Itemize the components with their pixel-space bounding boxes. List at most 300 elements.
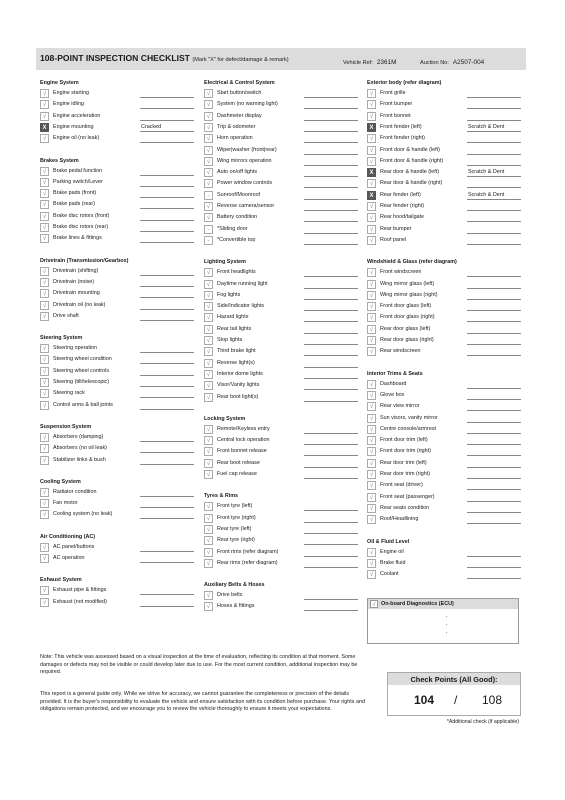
remark-line	[467, 467, 521, 468]
remark-line	[140, 309, 194, 310]
item-label: Front rims (refer diagram)	[217, 548, 279, 555]
item-label: Wiper|washer (front|rear)	[217, 146, 277, 153]
section-title: Cooling System	[40, 478, 81, 485]
section-title: Lighting System	[204, 259, 246, 266]
item-label: Front seat (passenger)	[380, 493, 435, 500]
check-box[interactable]: √	[40, 178, 49, 187]
check-box[interactable]: √	[204, 134, 213, 143]
check-box[interactable]: √	[40, 510, 49, 519]
check-box[interactable]: √	[367, 347, 376, 356]
remark-line	[467, 410, 521, 411]
check-box[interactable]: √	[204, 370, 213, 379]
checklist-row	[367, 236, 523, 246]
item-label: Drive belts	[217, 592, 243, 599]
check-box[interactable]: √	[367, 559, 376, 568]
check-box[interactable]: √	[367, 280, 376, 289]
check-box[interactable]: √	[367, 89, 376, 98]
item-label: Rear door & handle (left)	[380, 169, 440, 176]
checklist-row	[40, 189, 196, 199]
remark-line	[467, 567, 521, 568]
item-label: Front door trim (left)	[380, 437, 428, 444]
checklist-row	[40, 554, 196, 564]
check-box[interactable]: √	[367, 313, 376, 322]
section-title: Tyres & Rims	[204, 493, 239, 500]
checklist-row	[367, 123, 523, 133]
item-label: Visor/Vanity lights	[217, 382, 260, 389]
remark-line	[304, 142, 358, 143]
item-label: Dashboard	[380, 380, 407, 387]
remark-line	[140, 286, 194, 287]
check-box[interactable]: √	[367, 402, 376, 411]
check-box[interactable]: √	[40, 543, 49, 552]
check-box[interactable]: √	[367, 459, 376, 468]
check-box[interactable]: √	[40, 212, 49, 221]
check-box[interactable]: √	[40, 499, 49, 508]
check-box[interactable]: √	[204, 536, 213, 545]
checklist-row	[204, 213, 360, 223]
remark-text[interactable]: Scratch & Dent	[468, 169, 505, 176]
check-box[interactable]: √	[367, 436, 376, 445]
remark-text[interactable]: Scratch & Dent	[468, 123, 505, 130]
item-label: Parking switch/Lever	[53, 178, 103, 185]
remark-line	[467, 478, 521, 479]
check-box[interactable]: √	[367, 225, 376, 234]
check-box[interactable]: √	[40, 488, 49, 497]
check-box[interactable]: √	[40, 289, 49, 298]
checkpoints-title: Check Points (All Good):	[410, 675, 498, 684]
remark-line	[467, 276, 521, 277]
item-label: Drivetrain (noise)	[53, 278, 95, 285]
remark-line	[140, 175, 194, 176]
check-box[interactable]: √	[204, 336, 213, 345]
checklist-row	[367, 89, 523, 99]
remark-line	[467, 321, 521, 322]
item-label: Rear seats condition	[380, 504, 430, 511]
check-box[interactable]: √	[204, 459, 213, 468]
check-box[interactable]: √	[367, 515, 376, 524]
item-label: Rear door glass (right)	[380, 337, 434, 343]
checklist-row	[204, 202, 360, 212]
item-label: Hazard lights	[217, 314, 249, 321]
check-box[interactable]: √	[40, 167, 49, 176]
item-label: Rear rims (refer diagram)	[217, 559, 278, 566]
check-box[interactable]: -	[204, 191, 213, 200]
item-label: Glove box	[380, 391, 405, 398]
checklist-row	[204, 291, 360, 301]
remark-line	[467, 210, 521, 211]
check-box[interactable]: √	[40, 433, 49, 442]
checklist-row	[40, 586, 196, 596]
check-box[interactable]: √	[40, 344, 49, 353]
remark-line	[140, 363, 194, 364]
footnote: *Additional check (if applicable)	[446, 719, 519, 725]
item-label: Engine idling	[53, 101, 84, 108]
remark-line	[304, 355, 358, 356]
section-title: Electrical & Control System	[204, 80, 275, 86]
item-label: Rear tyre (left)	[217, 525, 252, 532]
remark-line	[467, 388, 521, 389]
item-label: Fog lights	[217, 291, 241, 298]
item-label: Brake pads (rear)	[53, 201, 95, 208]
checklist-header	[36, 48, 526, 70]
checklist-row	[204, 381, 360, 391]
check-box[interactable]: √	[40, 112, 49, 121]
remark-line	[467, 523, 521, 524]
section-title: Auxiliary Belts & Hoses	[204, 582, 265, 589]
checklist-row	[367, 515, 523, 525]
check-box[interactable]: √	[367, 134, 376, 143]
section-title: Windshield & Glass (refer diagram)	[367, 259, 457, 266]
check-box[interactable]: √	[204, 213, 213, 222]
check-box[interactable]: √	[204, 436, 213, 445]
checklist-row	[204, 559, 360, 569]
check-box[interactable]: √	[40, 267, 49, 276]
remark-line	[140, 507, 194, 508]
check-box[interactable]: √	[40, 89, 49, 98]
item-label: Hoses & fittings	[217, 603, 255, 610]
remark-line	[467, 131, 521, 132]
check-box[interactable]: √	[40, 554, 49, 563]
check-box[interactable]: √	[40, 189, 49, 198]
checklist-row	[367, 168, 523, 178]
item-label: Rear door & handle (right)	[380, 180, 443, 187]
checklist-row	[204, 225, 360, 235]
vehicle-ref	[343, 59, 396, 66]
remark-line	[304, 321, 358, 322]
check-box[interactable]: √	[367, 291, 376, 300]
check-box[interactable]: √	[367, 100, 376, 109]
item-label: Engine acceleration	[53, 112, 101, 119]
check-box[interactable]: √	[40, 389, 49, 398]
check-box[interactable]: √	[204, 302, 213, 311]
item-label: Drivetrain (shifting)	[53, 267, 99, 274]
check-box[interactable]: √	[367, 336, 376, 345]
remark-line	[467, 288, 521, 289]
checklist-row	[367, 414, 523, 424]
item-label: Brake disc rotors (front)	[53, 212, 110, 219]
check-box[interactable]: -	[204, 225, 213, 234]
check-box[interactable]: √	[204, 325, 213, 334]
remark-line	[304, 176, 358, 177]
check-box[interactable]: √	[40, 444, 49, 453]
checklist-row	[367, 146, 523, 156]
remark-text[interactable]: Scratch & Dent	[468, 191, 505, 198]
checklist-row	[367, 213, 523, 223]
remark-line	[140, 562, 194, 563]
checklist-row	[204, 112, 360, 122]
item-label: Engine oil (no leak)	[53, 135, 100, 142]
item-label: Fuel cap release	[217, 471, 257, 477]
item-label: Front door glass (left)	[380, 303, 432, 310]
check-box[interactable]: √	[367, 268, 376, 277]
item-label: Drivetrain oil (no leak)	[53, 301, 106, 308]
checklist-row	[367, 313, 523, 323]
checklist-row	[367, 191, 523, 201]
item-label: Rear hood/tailgate	[380, 214, 425, 221]
check-box[interactable]: √	[40, 378, 49, 387]
remark-line	[140, 142, 194, 143]
check-box[interactable]: √	[40, 586, 49, 595]
check-box[interactable]: √	[40, 598, 49, 607]
remark-line	[467, 501, 521, 502]
check-box[interactable]: √	[367, 425, 376, 434]
checklist-row	[204, 134, 360, 144]
item-label: Stabilizer links & bush	[53, 456, 106, 463]
check-box[interactable]: √	[367, 414, 376, 423]
checklist-row	[204, 302, 360, 312]
remark-line	[140, 397, 194, 398]
check-box[interactable]: X	[367, 191, 376, 200]
check-box[interactable]: √	[367, 146, 376, 155]
remark-line	[467, 444, 521, 445]
remark-line	[467, 422, 521, 423]
item-label: Rear door trim (left)	[380, 459, 427, 466]
item-label: Battery condition	[217, 214, 258, 221]
check-box[interactable]: X	[367, 168, 376, 177]
check-box[interactable]: √	[367, 302, 376, 311]
checklist-row	[40, 510, 196, 520]
check-box[interactable]: √	[367, 493, 376, 502]
check-box[interactable]: √	[367, 213, 376, 222]
check-box[interactable]: √	[367, 325, 376, 334]
remark-line	[467, 199, 521, 200]
title-subtitle: (Mark "X" for defect/damage & remark)	[192, 57, 289, 63]
checklist-row	[367, 481, 523, 491]
item-label: Reverse camera/sensor	[217, 203, 275, 209]
checklist-row	[204, 313, 360, 323]
item-label: *Sliding door	[217, 225, 248, 232]
vehicle-ref-value: 2361M	[376, 59, 397, 66]
checklist-row	[204, 459, 360, 469]
checkpoints-passed: 104	[414, 693, 435, 707]
checklist-row	[204, 336, 360, 346]
checklist-row	[204, 236, 360, 246]
remark-line	[304, 187, 358, 188]
remark-line	[304, 367, 358, 368]
item-label: Interior dome lights	[217, 370, 263, 377]
item-label: Rear tail lights	[217, 325, 252, 332]
remark-line	[467, 97, 521, 98]
check-box[interactable]: √	[40, 223, 49, 232]
remark-line	[304, 556, 358, 557]
check-box[interactable]: √	[40, 456, 49, 465]
check-box[interactable]: √	[40, 134, 49, 143]
check-box[interactable]: -	[204, 236, 213, 245]
item-label: Rear view mirror	[380, 403, 420, 410]
item-label: Front bumper	[380, 101, 413, 108]
check-box[interactable]: √	[367, 157, 376, 166]
check-box[interactable]: √	[367, 470, 376, 479]
remark-line	[467, 333, 521, 334]
item-label: Rear boot light(s)	[217, 393, 259, 400]
item-label: Fan motor	[53, 500, 78, 507]
checklist-row	[367, 347, 523, 357]
item-label: Absorbers (damping)	[53, 433, 104, 440]
checklist-row	[204, 602, 360, 612]
check-box[interactable]: √	[204, 425, 213, 434]
item-label: Rear door trim (right)	[380, 471, 431, 477]
check-box[interactable]: √	[204, 602, 213, 611]
remark-line	[304, 108, 358, 109]
auction-no	[420, 59, 484, 66]
obd-checkbox[interactable]: √	[370, 600, 378, 608]
remark-line	[304, 478, 358, 479]
remark-line	[140, 551, 194, 552]
item-label: Central lock operation	[217, 437, 270, 444]
check-box[interactable]: √	[367, 570, 376, 579]
checklist-row	[40, 401, 196, 411]
check-box[interactable]: √	[40, 355, 49, 364]
checklist-row	[367, 112, 523, 122]
check-box[interactable]: √	[367, 112, 376, 121]
remark-line	[140, 352, 194, 353]
check-box[interactable]: √	[204, 381, 213, 390]
checklist-row	[367, 179, 523, 189]
check-box[interactable]: √	[204, 393, 213, 402]
item-label: Brake pads (front)	[53, 190, 97, 197]
checklist-row	[204, 157, 360, 167]
checklist-row	[40, 278, 196, 288]
section-title: Exhaust System	[40, 577, 82, 584]
remark-line	[140, 186, 194, 187]
remark-line	[467, 244, 521, 245]
checklist-row	[367, 225, 523, 235]
check-box[interactable]: X	[40, 123, 49, 132]
section-title: Oil & Fluid Level	[367, 538, 410, 545]
check-box[interactable]: √	[204, 179, 213, 188]
check-box[interactable]: √	[204, 548, 213, 557]
check-box[interactable]: √	[204, 291, 213, 300]
check-box[interactable]: √	[204, 359, 213, 368]
check-box[interactable]: √	[204, 347, 213, 356]
remark-line	[467, 310, 521, 311]
checklist-row	[40, 543, 196, 553]
check-box[interactable]: √	[204, 591, 213, 600]
item-label: Sun visors, vanity mirror	[380, 414, 438, 421]
item-label: Front fender (right)	[380, 135, 425, 142]
check-box[interactable]: √	[204, 514, 213, 523]
item-label: *Convertible top	[217, 236, 256, 243]
check-box[interactable]: √	[367, 391, 376, 400]
check-box[interactable]: √	[204, 146, 213, 155]
check-box[interactable]: √	[204, 157, 213, 166]
section-title: Interior Trims & Seats	[367, 370, 423, 377]
checklist-row	[367, 559, 523, 569]
disclaimer-paragraph: This report is a general guide only. While we strive for accuracy, we cannot guarantee the completeness or precision of the details provided. It is the buyer's responsibility to evaluate the vehicle and ensure satisfaction with its condition before purchase. Your rights and obligations remain protected, and we encourage you to review the vehicle thoroughly to ensure it meets your expectations.	[40, 691, 365, 713]
check-box[interactable]: √	[204, 100, 213, 109]
remark-line	[467, 512, 521, 513]
check-box[interactable]: √	[40, 100, 49, 109]
remark-line	[140, 606, 194, 607]
checklist-row	[367, 459, 523, 469]
remark-line	[467, 154, 521, 155]
checklist-row	[204, 436, 360, 446]
remark-text[interactable]: Cracked	[141, 123, 162, 130]
check-box[interactable]: √	[367, 504, 376, 513]
check-box[interactable]: √	[204, 502, 213, 511]
item-label: Front fender (left)	[380, 123, 422, 130]
check-box[interactable]: √	[367, 179, 376, 188]
item-label: Sunroof/Moonroof	[217, 191, 261, 198]
remark-line	[304, 199, 358, 200]
check-box[interactable]: √	[204, 313, 213, 322]
checklist-row	[40, 100, 196, 110]
checklist-row	[40, 267, 196, 277]
check-box[interactable]: √	[204, 525, 213, 534]
section-title: Air Conditioning (AC)	[40, 533, 96, 540]
item-label: Coolant	[380, 571, 399, 578]
remark-line	[304, 567, 358, 568]
check-box[interactable]: √	[40, 200, 49, 209]
check-box[interactable]: √	[204, 470, 213, 479]
check-box[interactable]: √	[367, 481, 376, 490]
check-box[interactable]: X	[367, 123, 376, 132]
remark-line	[304, 299, 358, 300]
check-box[interactable]: √	[367, 447, 376, 456]
check-box[interactable]: √	[204, 123, 213, 132]
remark-line	[467, 433, 521, 434]
check-box[interactable]: √	[367, 236, 376, 245]
check-box[interactable]: √	[204, 447, 213, 456]
item-label: Brake disc rotors (rear)	[53, 224, 109, 230]
check-box[interactable]: √	[367, 380, 376, 389]
check-box[interactable]: √	[204, 268, 213, 277]
item-label: Cooling system (no leak)	[53, 511, 113, 518]
check-box[interactable]: √	[40, 301, 49, 310]
checklist-row	[40, 598, 196, 608]
check-box[interactable]: √	[40, 234, 49, 243]
item-label: Roof panel	[380, 236, 407, 243]
checklist-row	[367, 336, 523, 346]
remark-line	[140, 518, 194, 519]
remark-line	[304, 154, 358, 155]
checklist-row	[40, 378, 196, 388]
checklist-row	[40, 312, 196, 322]
item-label: Front tyre (right)	[217, 514, 256, 521]
check-box[interactable]: √	[204, 168, 213, 177]
item-label: AC panel/buttons	[53, 543, 95, 550]
remark-line	[140, 131, 194, 132]
remark-line	[140, 242, 194, 243]
check-box[interactable]: √	[204, 280, 213, 289]
check-box[interactable]: √	[40, 278, 49, 287]
remark-line	[140, 231, 194, 232]
section-title: Exterior body (refer diagram)	[367, 80, 442, 86]
check-box[interactable]: √	[367, 202, 376, 211]
checklist-row	[204, 100, 360, 110]
check-box[interactable]: √	[204, 112, 213, 121]
checklist-row	[40, 212, 196, 222]
check-box[interactable]: √	[40, 367, 49, 376]
check-box[interactable]: √	[40, 401, 49, 410]
checklist-row	[40, 200, 196, 210]
checklist-row	[367, 202, 523, 212]
item-label: Wing mirror glass (left)	[380, 280, 435, 287]
remark-line	[304, 288, 358, 289]
check-box[interactable]: √	[40, 312, 49, 321]
remark-line	[467, 556, 521, 557]
remark-line	[304, 533, 358, 534]
checklist-row	[367, 391, 523, 401]
checklist-row	[40, 89, 196, 99]
check-box[interactable]: √	[204, 202, 213, 211]
remark-line	[304, 344, 358, 345]
checklist-row	[40, 456, 196, 466]
check-box[interactable]: √	[204, 89, 213, 98]
checklist-row	[40, 167, 196, 177]
check-box[interactable]: √	[204, 559, 213, 568]
check-box[interactable]: √	[367, 548, 376, 557]
